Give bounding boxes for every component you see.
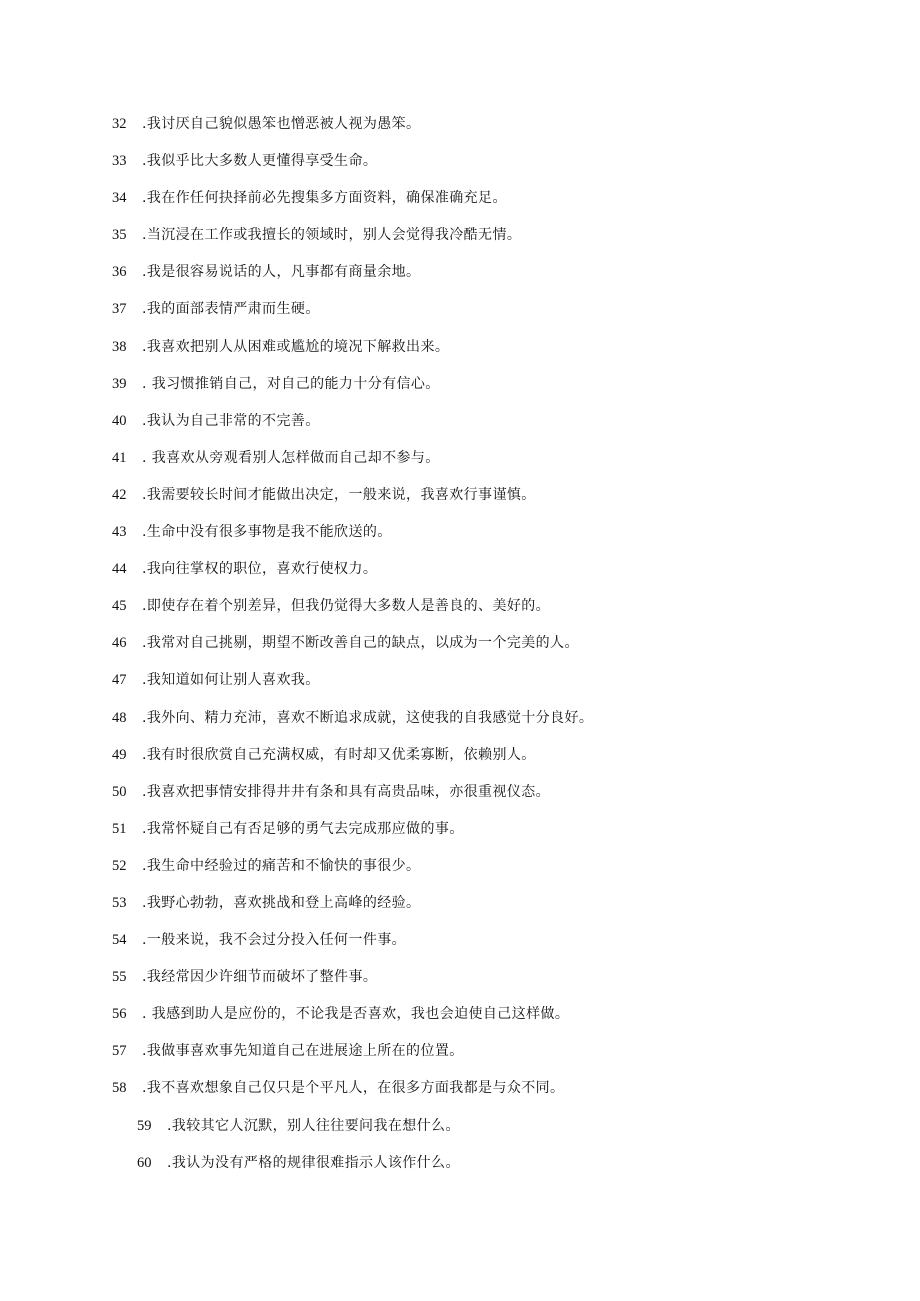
list-item xyxy=(112,596,872,633)
item-number: 43 xyxy=(112,524,127,541)
list-item xyxy=(112,708,872,745)
item-text: .我认为没有严格的规律很难指示人该作什么。 xyxy=(167,1154,460,1171)
item-number: 36 xyxy=(112,264,127,281)
item-text: .生命中没有很多事物是我不能欣送的。 xyxy=(142,524,392,541)
item-text: .即使存在着个别差异，但我仍觉得大多数人是善良的、美好的。 xyxy=(142,598,551,615)
item-text: .我较其它人沉默，别人往往要问我在想什么。 xyxy=(167,1117,460,1134)
item-number: 45 xyxy=(112,598,127,615)
questionnaire-list xyxy=(112,114,872,1190)
list-item xyxy=(112,967,872,1004)
item-number: 35 xyxy=(112,227,127,244)
item-number: 46 xyxy=(112,635,127,652)
item-number: 42 xyxy=(112,486,127,503)
item-text: .我知道如何让别人喜欢我。 xyxy=(142,672,320,689)
item-text: .我讨厌自己貌似愚笨也憎恶被人视为愚笨。 xyxy=(142,116,421,132)
list-item xyxy=(112,633,872,670)
item-number: 56 xyxy=(112,1006,127,1023)
list-item xyxy=(112,745,872,782)
item-text: . 我喜欢从旁观看别人怎样做而自己却不参与。 xyxy=(142,449,440,466)
item-text: .我需要较长时间才能做出决定，一般来说，我喜欢行事谨慎。 xyxy=(142,486,536,503)
item-number: 60 xyxy=(137,1154,152,1171)
item-number: 32 xyxy=(112,116,127,132)
item-number: 53 xyxy=(112,894,127,911)
item-text: .我野心勃勃，喜欢挑战和登上高峰的经验。 xyxy=(142,894,421,911)
list-item xyxy=(112,485,872,522)
list-item xyxy=(112,930,872,967)
item-text: .我的面部表情严肃而生硬。 xyxy=(142,301,320,318)
item-text: .我经常因少许细节而破坏了整件事。 xyxy=(142,969,378,986)
item-text: .当沉浸在工作或我擅长的领域时，别人会觉得我冷酷无情。 xyxy=(142,227,522,244)
item-number: 50 xyxy=(112,783,127,800)
item-number: 54 xyxy=(112,932,127,949)
item-text: .我在作任何抉择前必先搜集多方面资料，确保准确充足。 xyxy=(142,190,507,207)
list-item xyxy=(112,819,872,856)
item-number: 34 xyxy=(112,190,127,207)
list-item xyxy=(112,411,872,448)
list-item xyxy=(112,114,872,151)
item-text: .我做事喜欢事先知道自己在进展途上所在的位置。 xyxy=(142,1043,464,1060)
item-text: .我向往掌权的职位，喜欢行使权力。 xyxy=(142,561,378,578)
item-text: .我常怀疑自己有否足够的勇气去完成那应做的事。 xyxy=(142,820,464,837)
item-text: .我常对自己挑剔，期望不断改善自己的缺点，以成为一个完美的人。 xyxy=(142,635,579,652)
item-number: 58 xyxy=(112,1080,127,1097)
item-text: . 我感到助人是应份的，不论我是否喜欢，我也会迫使自己这样做。 xyxy=(142,1006,570,1023)
item-text: .我喜欢把别人从困难或尴尬的境况下解救出来。 xyxy=(142,338,450,355)
list-item xyxy=(112,1116,872,1153)
item-text: .我外向、精力充沛，喜欢不断追求成就，这使我的自我感觉十分良好。 xyxy=(142,709,594,726)
item-number: 41 xyxy=(112,449,127,466)
list-item xyxy=(112,1041,872,1078)
item-text: .我生命中经验过的痛苦和不愉快的事很少。 xyxy=(142,857,421,874)
item-number: 52 xyxy=(112,857,127,874)
item-number: 49 xyxy=(112,746,127,763)
item-number: 51 xyxy=(112,820,127,837)
item-number: 55 xyxy=(112,969,127,986)
item-text: .一般来说，我不会过分投入任何一件事。 xyxy=(142,932,407,949)
item-number: 47 xyxy=(112,672,127,689)
item-number: 59 xyxy=(137,1117,152,1134)
item-text: .我不喜欢想象自己仅只是个平凡人，在很多方面我都是与众不同。 xyxy=(142,1080,565,1097)
list-item xyxy=(112,1153,872,1190)
item-number: 40 xyxy=(112,412,127,429)
item-number: 57 xyxy=(112,1043,127,1060)
item-number: 39 xyxy=(112,375,127,392)
list-item xyxy=(112,299,872,336)
list-item xyxy=(112,522,872,559)
item-number: 48 xyxy=(112,709,127,726)
list-item xyxy=(112,188,872,225)
item-number: 33 xyxy=(112,153,127,170)
item-text: .我认为自己非常的不完善。 xyxy=(142,412,320,429)
list-item xyxy=(112,670,872,707)
item-number: 37 xyxy=(112,301,127,318)
list-item xyxy=(112,374,872,411)
list-item xyxy=(112,151,872,188)
item-text: .我喜欢把事情安排得井井有条和具有高贵品味，亦很重视仪态。 xyxy=(142,783,551,800)
item-text: . 我习惯推销自己，对自己的能力十分有信心。 xyxy=(142,375,440,392)
list-item xyxy=(112,448,872,485)
list-item xyxy=(112,559,872,596)
list-item xyxy=(112,225,872,262)
list-item xyxy=(112,262,872,299)
list-item xyxy=(112,1078,872,1115)
list-item xyxy=(112,782,872,819)
list-item xyxy=(112,856,872,893)
list-item xyxy=(112,337,872,374)
item-number: 38 xyxy=(112,338,127,355)
item-text: .我似乎比大多数人更懂得享受生命。 xyxy=(142,153,378,170)
list-item xyxy=(112,1004,872,1041)
item-text: .我有时很欣赏自己充满权威，有时却又优柔寡断，依赖别人。 xyxy=(142,746,536,763)
item-text: .我是很容易说话的人，凡事都有商量余地。 xyxy=(142,264,421,281)
list-item xyxy=(112,893,872,930)
item-number: 44 xyxy=(112,561,127,578)
